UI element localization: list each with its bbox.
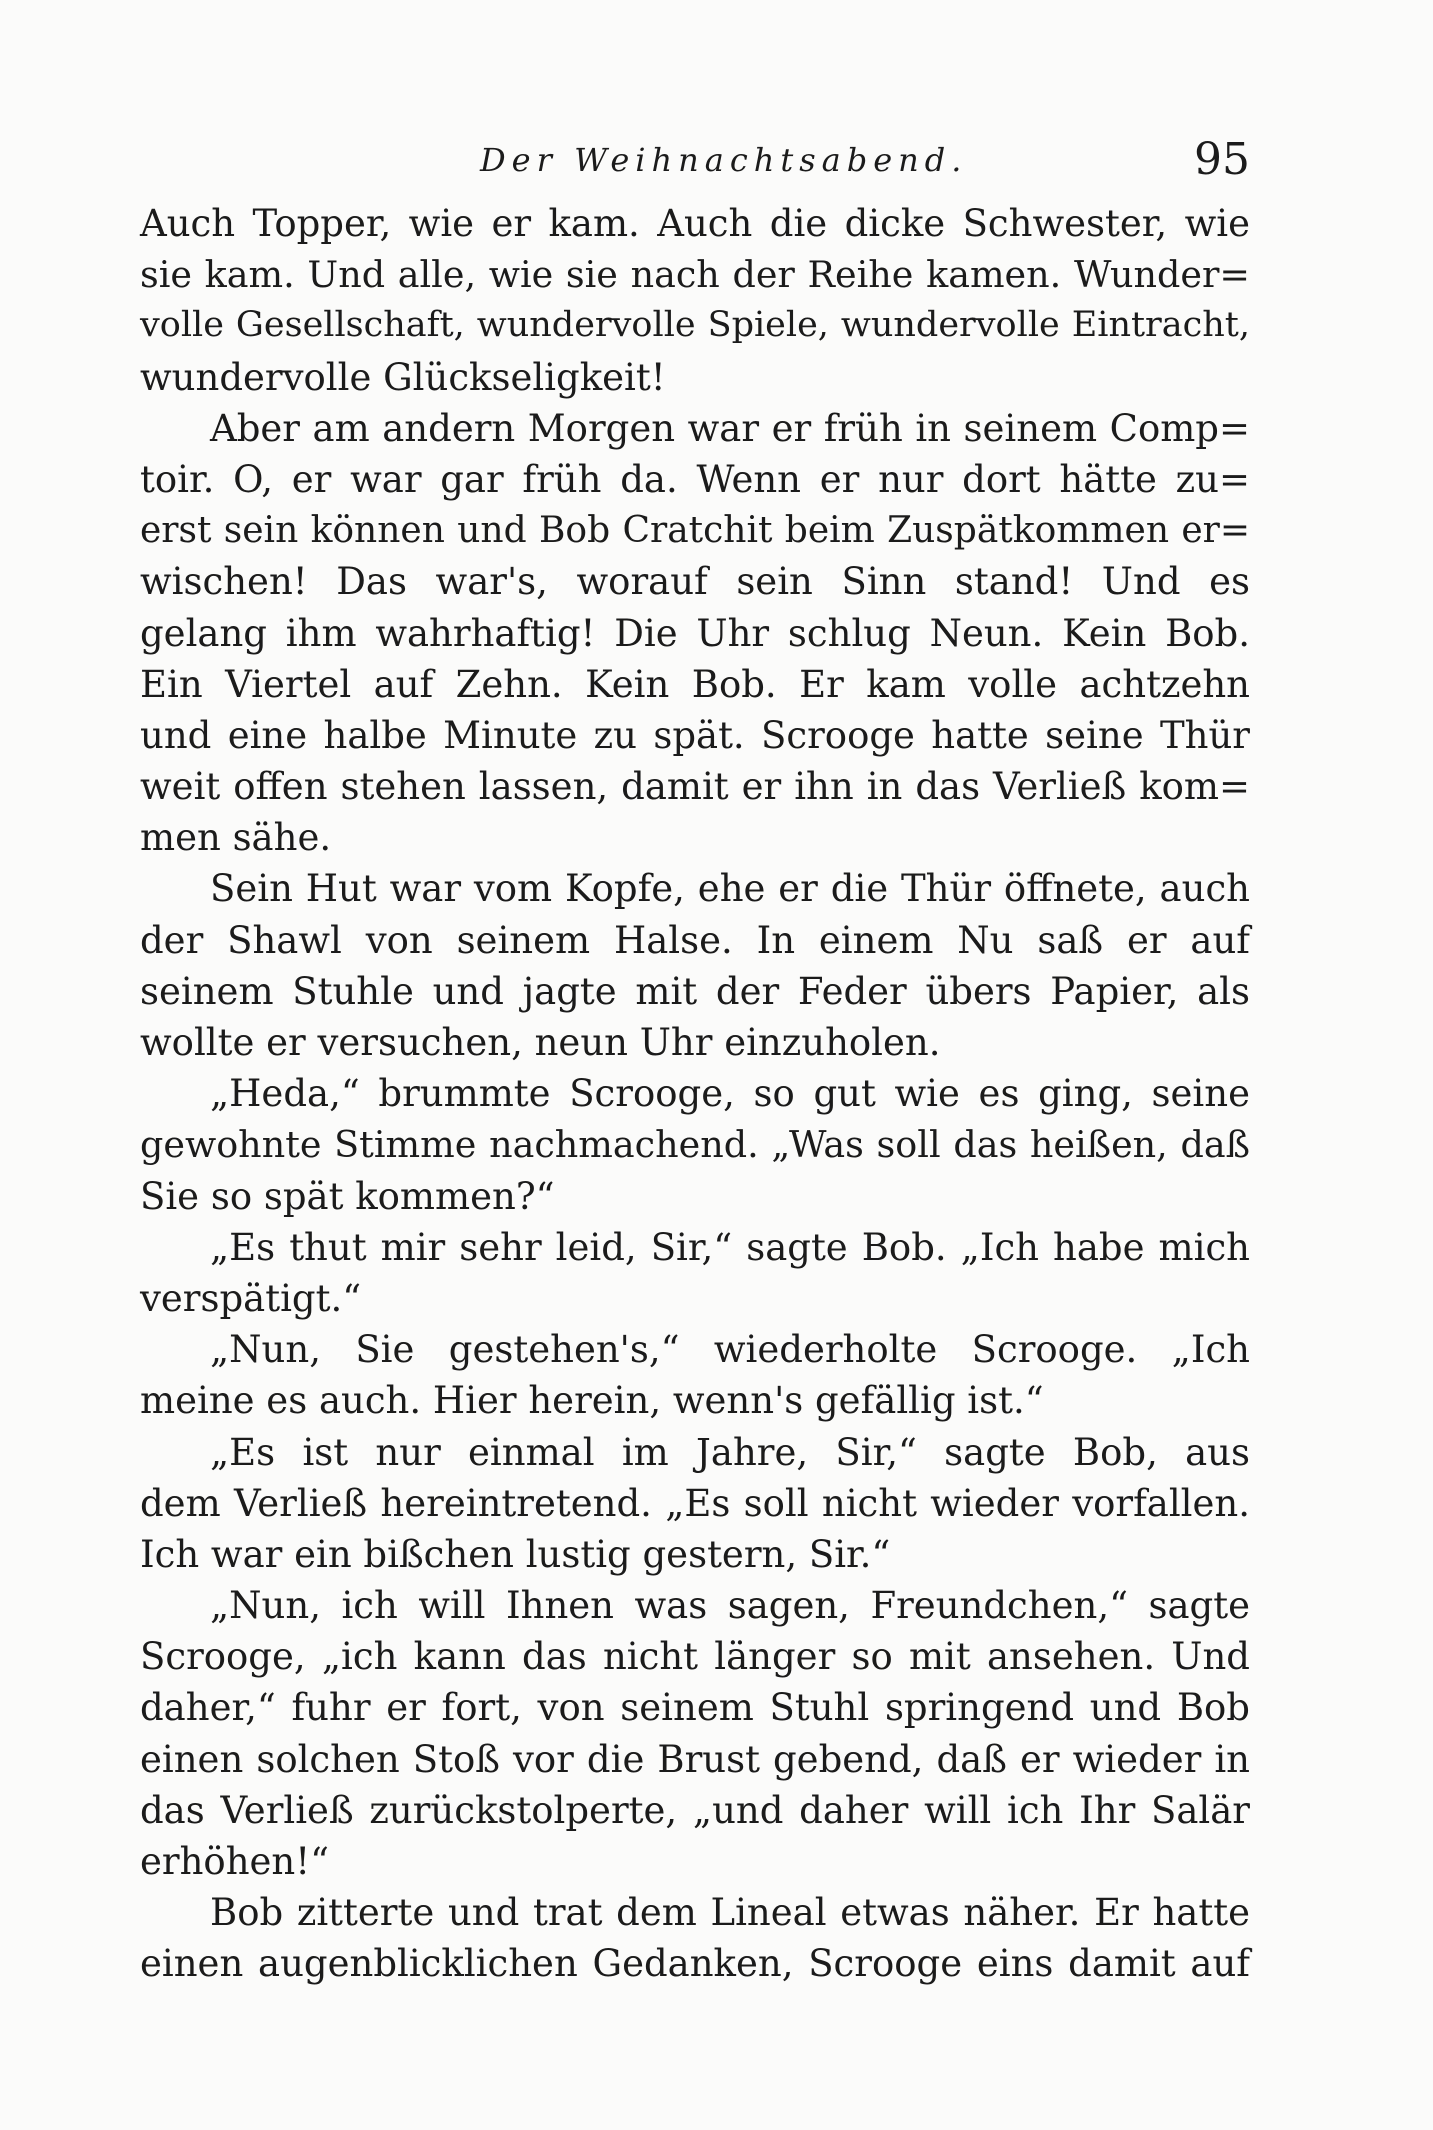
- text-line: Scrooge, „ich kann das nicht länger so mit ansehen. Und: [140, 1635, 1250, 1679]
- text-line: wollte er versuchen, neun Uhr einzuholen.: [140, 1021, 941, 1064]
- text-line: und eine halbe Minute zu spät. Scrooge hatte seine Thür: [140, 713, 1250, 757]
- page-number: 95: [1194, 134, 1250, 185]
- text-line: Ein Viertel auf Zehn. Kein Bob. Er kam volle achtzehn: [140, 662, 1250, 706]
- text-line: gelang ihm wahrhaftig! Die Uhr schlug Neun. Kein Bob.: [140, 611, 1250, 655]
- text-line: Ich war ein bißchen lustig gestern, Sir.“: [140, 1532, 891, 1576]
- text-line: wischen! Das war's, worauf sein Sinn stand! Und es: [140, 560, 1250, 604]
- text-line: daher,“ fuhr er fort, von seinem Stuhl springend und Bob: [140, 1686, 1250, 1730]
- text-line: das Verließ zurückstolperte, „und daher will ich Ihr Salär: [140, 1788, 1250, 1832]
- text-line: der Shawl von seinem Halse. In einem Nu saß er auf: [140, 918, 1250, 962]
- text-line: Auch Topper, wie er kam. Auch die dicke Schwester, wie: [140, 202, 1250, 245]
- text-line: „Es thut mir sehr leid, Sir,“ sagte Bob. „Ich habe mich: [210, 1225, 1250, 1269]
- text-line: erhöhen!“: [140, 1840, 330, 1883]
- text-line: verspätigt.“: [140, 1276, 362, 1320]
- text-line: „Nun, Sie gestehen's,“ wiederholte Scrooge. „Ich: [210, 1328, 1250, 1372]
- text-line: Sein Hut war vom Kopfe, ehe er die Thür öffnete, auch: [210, 867, 1250, 911]
- text-line: einen augenblicklichen Gedanken, Scrooge eins damit auf: [140, 1942, 1250, 1986]
- text-line: einen solchen Stoß vor die Brust gebend, daß er wieder in: [140, 1737, 1250, 1781]
- text-line: „Es ist nur einmal im Jahre, Sir,“ sagte Bob, aus: [210, 1430, 1250, 1474]
- text-line: Sie so spät kommen?“: [140, 1174, 555, 1218]
- text-line: sie kam. Und alle, wie sie nach der Reihe kamen. Wunder=: [140, 253, 1250, 297]
- text-line: weit offen stehen lassen, damit er ihn in das Verließ kom=: [140, 765, 1250, 809]
- body-text: [140, 198, 1250, 1990]
- text-line: Bob zitterte und trat dem Lineal etwas näher. Er hatte: [210, 1891, 1250, 1935]
- text-line: erst sein können und Bob Cratchit beim Zuspätkommen er=: [140, 510, 1250, 552]
- text-line: volle Gesellschaft, wundervolle Spiele, wundervolle Eintracht,: [140, 305, 1250, 346]
- running-title: Der Weihnachtsabend.: [480, 141, 968, 179]
- text-line: meine es auch. Hier herein, wenn's gefällig ist.“: [140, 1379, 1044, 1423]
- text-line: toir. O, er war gar früh da. Wenn er nur dort hätte zu=: [140, 457, 1250, 501]
- text-line: dem Verließ hereintretend. „Es soll nicht wieder vorfallen.: [140, 1481, 1250, 1525]
- text-line: wundervolle Glückseligkeit!: [140, 355, 666, 399]
- text-line: gewohnte Stimme nachmachend. „Was soll das heißen, daß: [140, 1123, 1250, 1167]
- text-line: seinem Stuhle und jagte mit der Feder übers Papier, als: [140, 969, 1250, 1013]
- text-line: „Nun, ich will Ihnen was sagen, Freundchen,“ sagte: [210, 1584, 1250, 1628]
- text-line: Aber am andern Morgen war er früh in seinem Comp=: [210, 406, 1250, 450]
- text-line: „Heda,“ brummte Scrooge, so gut wie es ging, seine: [210, 1072, 1250, 1116]
- page-header: [140, 130, 1250, 190]
- text-line: men sähe.: [140, 816, 332, 860]
